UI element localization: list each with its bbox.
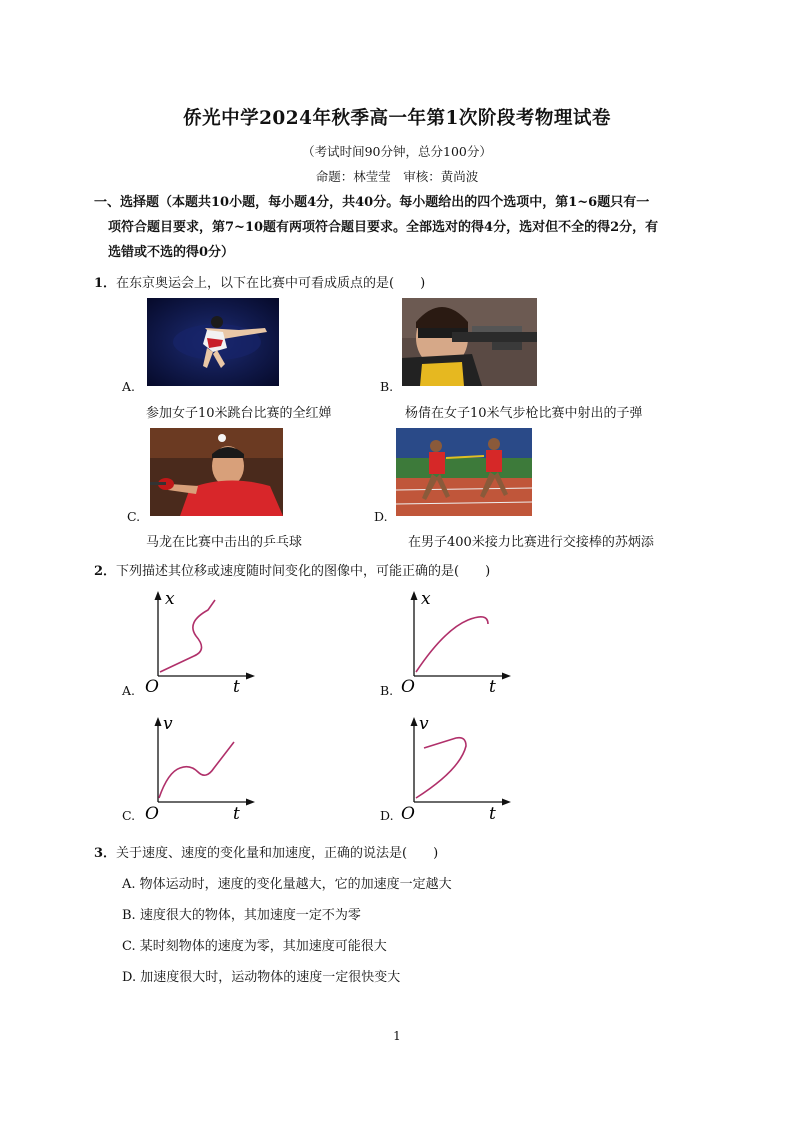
question-1-stem [94, 272, 425, 291]
option-letter-c: C. [127, 509, 141, 524]
graph-b-x-label: t [489, 677, 496, 696]
graph-c-x-label: t [233, 804, 240, 822]
question-3-stem [94, 842, 438, 861]
option-caption-c: 马龙在比赛中击出的乒乓球 [146, 535, 303, 550]
graph-letter-c: C. [122, 808, 136, 823]
graph-b-origin: O [401, 677, 415, 696]
question-2-stem [94, 560, 490, 579]
photo-diver [147, 298, 279, 386]
option-caption-b: 杨倩在女子10米气步枪比赛中射出的子弹 [405, 406, 643, 421]
graph-b-y-label: x [421, 589, 431, 609]
graph-c-origin: O [145, 804, 159, 822]
section-heading [94, 190, 714, 265]
photo-relay [396, 428, 532, 516]
graph-a-x-label: t [233, 677, 240, 696]
section-heading-line: 选错或不选的得0分） [108, 245, 235, 260]
option-letter-d: D. [374, 509, 388, 524]
graph-c [138, 712, 258, 826]
question-text: 在东京奥运会上，以下在比赛中可看成质点的是( ) [116, 276, 426, 291]
question-3-option-c: C. 某时刻物体的速度为零，其加速度可能很大 [122, 939, 387, 954]
question-3-option-d: D. 加速度很大时，运动物体的速度一定很快变大 [122, 970, 401, 985]
question-3-option-b: B. 速度很大的物体，其加速度一定不为零 [122, 908, 361, 923]
question-text: 关于速度、速度的变化量和加速度，正确的说法是( ) [116, 846, 439, 861]
option-caption-d: 在男子400米接力比赛进行交接棒的苏炳添 [408, 535, 654, 550]
graph-letter-d: D. [380, 808, 394, 823]
question-number: 2． [94, 564, 117, 579]
graph-d [394, 712, 514, 826]
question-text: 下列描述其位移或速度随时间变化的图像中，可能正确的是( ) [116, 564, 491, 579]
question-3-option-a: A. 物体运动时，速度的变化量越大，它的加速度一定越大 [122, 877, 452, 892]
graph-letter-a: A. [122, 683, 136, 698]
question-number: 1． [94, 276, 117, 291]
graph-c-y-label: v [163, 714, 173, 734]
exam-info: （考试时间90分钟，总分100分） [302, 144, 492, 159]
graph-d-origin: O [401, 804, 415, 822]
graph-a [138, 588, 258, 700]
page-title: 侨光中学2024年秋季高一年第1次阶段考物理试卷 [183, 108, 611, 129]
section-heading-line: 一、选择题（本题共10小题，每小题4分，共40分。每小题给出的四个选项中，第1~6题只有一 [94, 195, 650, 210]
option-letter-b: B. [380, 379, 394, 394]
graph-a-y-label: x [165, 589, 175, 609]
authors-line: 命题：林莹莹 审核：黄尚波 [315, 169, 479, 184]
graph-b [394, 588, 514, 700]
option-letter-a: A. [122, 379, 136, 394]
graph-d-y-label: v [419, 714, 429, 734]
graph-letter-b: B. [380, 683, 394, 698]
section-heading-line: 项符合题目要求，第7~10题有两项符合题目要求。全部选对的得4分，选对但不全的得2分，有 [108, 220, 659, 235]
photo-table-tennis [150, 428, 283, 516]
graph-d-x-label: t [489, 804, 496, 822]
page-number: 1 [393, 1029, 401, 1043]
photo-shooter [402, 298, 537, 386]
question-number: 3． [94, 846, 117, 861]
graph-a-origin: O [145, 677, 159, 696]
option-caption-a: 参加女子10米跳台比赛的全红婵 [146, 406, 332, 421]
